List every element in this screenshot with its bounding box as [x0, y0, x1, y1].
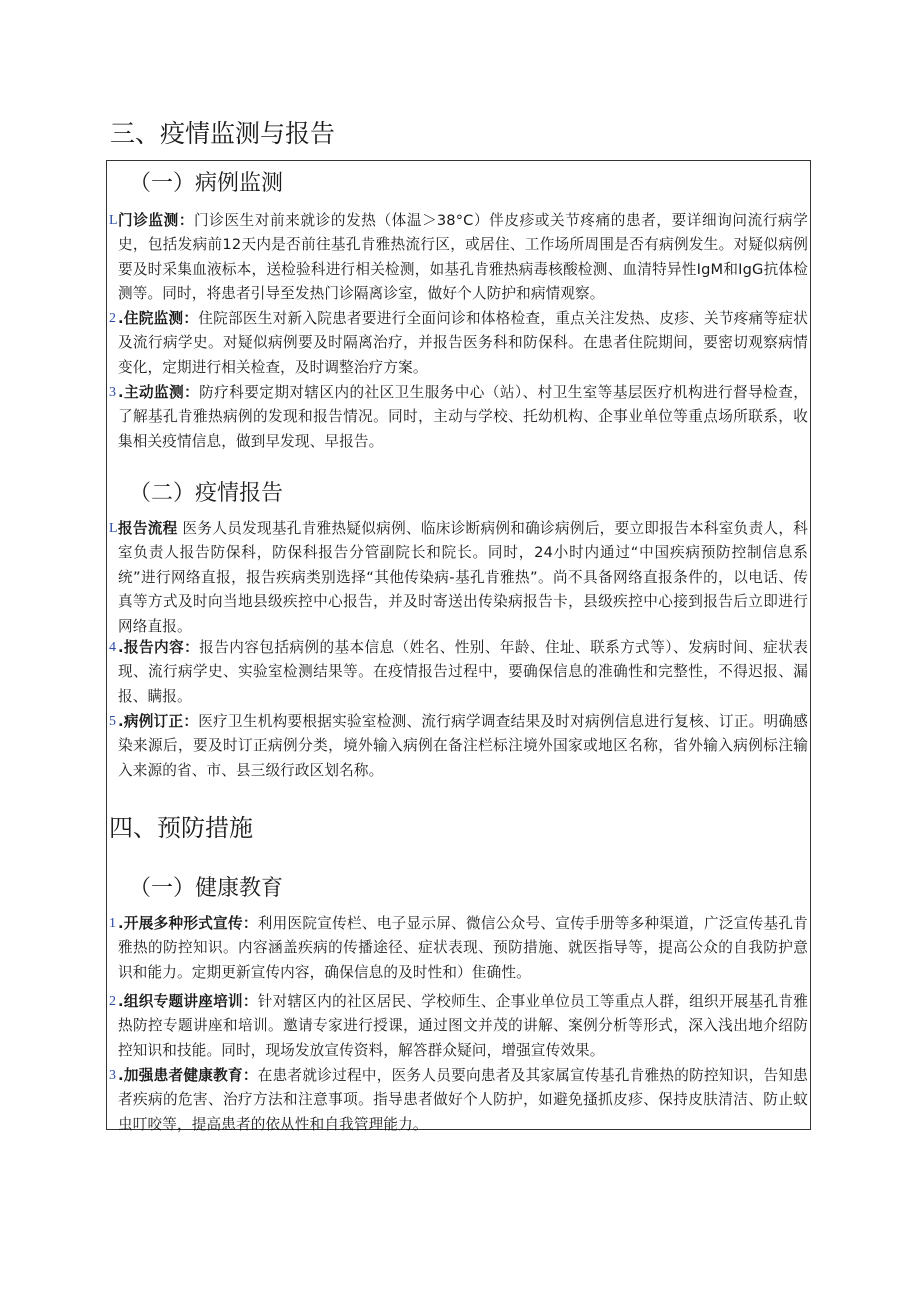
item-number: 3 [109, 1068, 116, 1083]
item-lead: .开展多种形式宣传： [118, 915, 258, 932]
subsection-title-case-monitoring: （一）病例监测 [129, 171, 284, 196]
subsection-title-epidemic-report: （二）疫情报告 [129, 481, 284, 506]
item-lead: 门诊监测： [118, 212, 195, 229]
list-item [107, 517, 810, 639]
item-lead: .主动监测： [118, 384, 200, 401]
subsection-title-health-education: （一）健康教育 [129, 876, 284, 901]
item-body: 在患者就诊过程中，医务人员要向患者及其家属宣传基孔肯雅热的防控知识，告知患者疾病的危害、治疗方法和注意事项。指导患者做好个人防护，如避免搔抓皮疹、保持皮肤清洁、防止蚊虫叮咬等，提高患者的依从性和自我管理能力。 [118, 1067, 808, 1133]
item-lead: .病例订正： [118, 713, 199, 730]
item-paragraph [118, 307, 808, 380]
item-paragraph [118, 990, 808, 1063]
list-item [107, 912, 810, 985]
item-lead: .住院监测： [118, 310, 199, 327]
list-item [107, 307, 810, 380]
item-body: 住院部医生对新入院患者要进行全面问诊和体格检查，重点关注发热、皮疹、关节疼痛等症状及流行病学史。对疑似病例要及时隔离治疗，并报告医务科和防保科。在患者住院期间，要密切观察病情变化，定期进行相关检查，及时调整治疗方案。 [118, 310, 809, 376]
item-number: 2 [109, 311, 116, 326]
item-body: 医疗卫生机构要根据实验室检测、流行病学调查结果及时对病例信息进行复核、订正。明确感染来源后，要及时订正病例分类，境外输入病例在备注栏标注境外国家或地区名称，省外输入病例标注输入来源的省、市、县三级行政区划名称。 [118, 713, 809, 779]
list-item [107, 636, 810, 709]
list-item [107, 209, 810, 307]
item-paragraph [118, 517, 808, 639]
item-number: L [109, 521, 118, 536]
item-body: 利用医院宣传栏、电子显示屏、微信公众号、宣传手册等多种渠道，广泛宣传基孔肯雅热的防控知识。内容涵盖疾病的传播途径、症状表现、预防措施、就医指导等，提高公众的自我防护意识和能力。定期更新宣传内容，确保信息的及时性和）隹确性。 [118, 915, 808, 981]
list-item [107, 381, 810, 454]
item-lead: 报告流程 [118, 520, 178, 537]
item-body: 针对辖区内的社区居民、学校师生、企事业单位员工等重点人群，组织开展基孔肯雅热防控专题讲座和培训。邀请专家进行授课，通过图文并茂的讲解、案例分析等形式，深入浅出地介绍防控知识和技能。同时，现场发放宣传资料，解答群众疑问，增强宣传效果。 [118, 993, 808, 1059]
section-title-4: 四、预防措施 [109, 814, 253, 842]
item-paragraph [118, 209, 808, 307]
item-lead: .加强患者健康教育： [118, 1067, 258, 1084]
item-paragraph [118, 912, 808, 985]
item-body: 医务人员发现基孔肯雅热疑似病例、临床诊断病例和确诊病例后，要立即报告本科室负责人，科室负责人报告防保科，防保科报告分管副院长和院长。同时，24小时内通过“中国疾病预防控制信息系统”进行网络直报，报告疾病类别选择“其他传染病-基孔肯雅热”。尚不具备网络直报条件的，以电话、传真等方式及时向当地县级疾控中心报告，并及时寄送出传染病报告卡，县级疾控中心接到报告后立即进行网络直报。 [118, 520, 809, 635]
item-paragraph [118, 1064, 808, 1137]
item-paragraph [118, 381, 808, 454]
content-box [106, 160, 811, 1133]
item-body: 报告内容包括病例的基本信息（姓名、性别、年龄、住址、联系方式等）、发病时间、症状表现、流行病学史、实验室检测结果等。在疫情报告过程中，要确保信息的准确性和完整性，不得迟报、漏报、瞒报。 [118, 639, 808, 705]
item-number: 2 [109, 994, 116, 1009]
item-number: 3 [109, 385, 116, 400]
item-lead: .组织专题讲座培训： [118, 993, 258, 1010]
item-number: 5 [109, 714, 116, 729]
item-lead: .报告内容： [118, 639, 200, 656]
item-number: 4 [109, 640, 116, 655]
item-paragraph [118, 710, 808, 783]
item-body: 门诊医生对前来就诊的发热（体温＞38°C）伴皮疹或关节疼痛的患者，要详细询问流行病学史，包括发病前12天内是否前往基孔肯雅热流行区，或居住、工作场所周围是否有病例发生。对疑似病例要及时采集血液标本，送检验科进行相关检测，如基孔肯雅热病毒核酸检测、血清特异性IgM和IgG抗体检测等。同时，将患者引导至发热门诊隔离诊室，做好个人防护和病情观察。 [118, 212, 808, 303]
item-body: 防疗科要定期对辖区内的社区卫生服务中心（站）、村卫生室等基层医疗机构进行督导检查，了解基孔肯雅热病例的发现和报告情况。同时，主动与学校、托幼机构、企事业单位等重点场所联系，收集相关疫情信息，做到早发现、早报告。 [118, 384, 808, 450]
item-number: 1 [109, 916, 116, 931]
item-paragraph [118, 636, 808, 709]
list-item [107, 1064, 810, 1137]
section-title-3: 三、疫情监测与报告 [110, 119, 336, 148]
list-item [107, 990, 810, 1063]
item-number: L [109, 213, 118, 228]
list-item [107, 710, 810, 783]
